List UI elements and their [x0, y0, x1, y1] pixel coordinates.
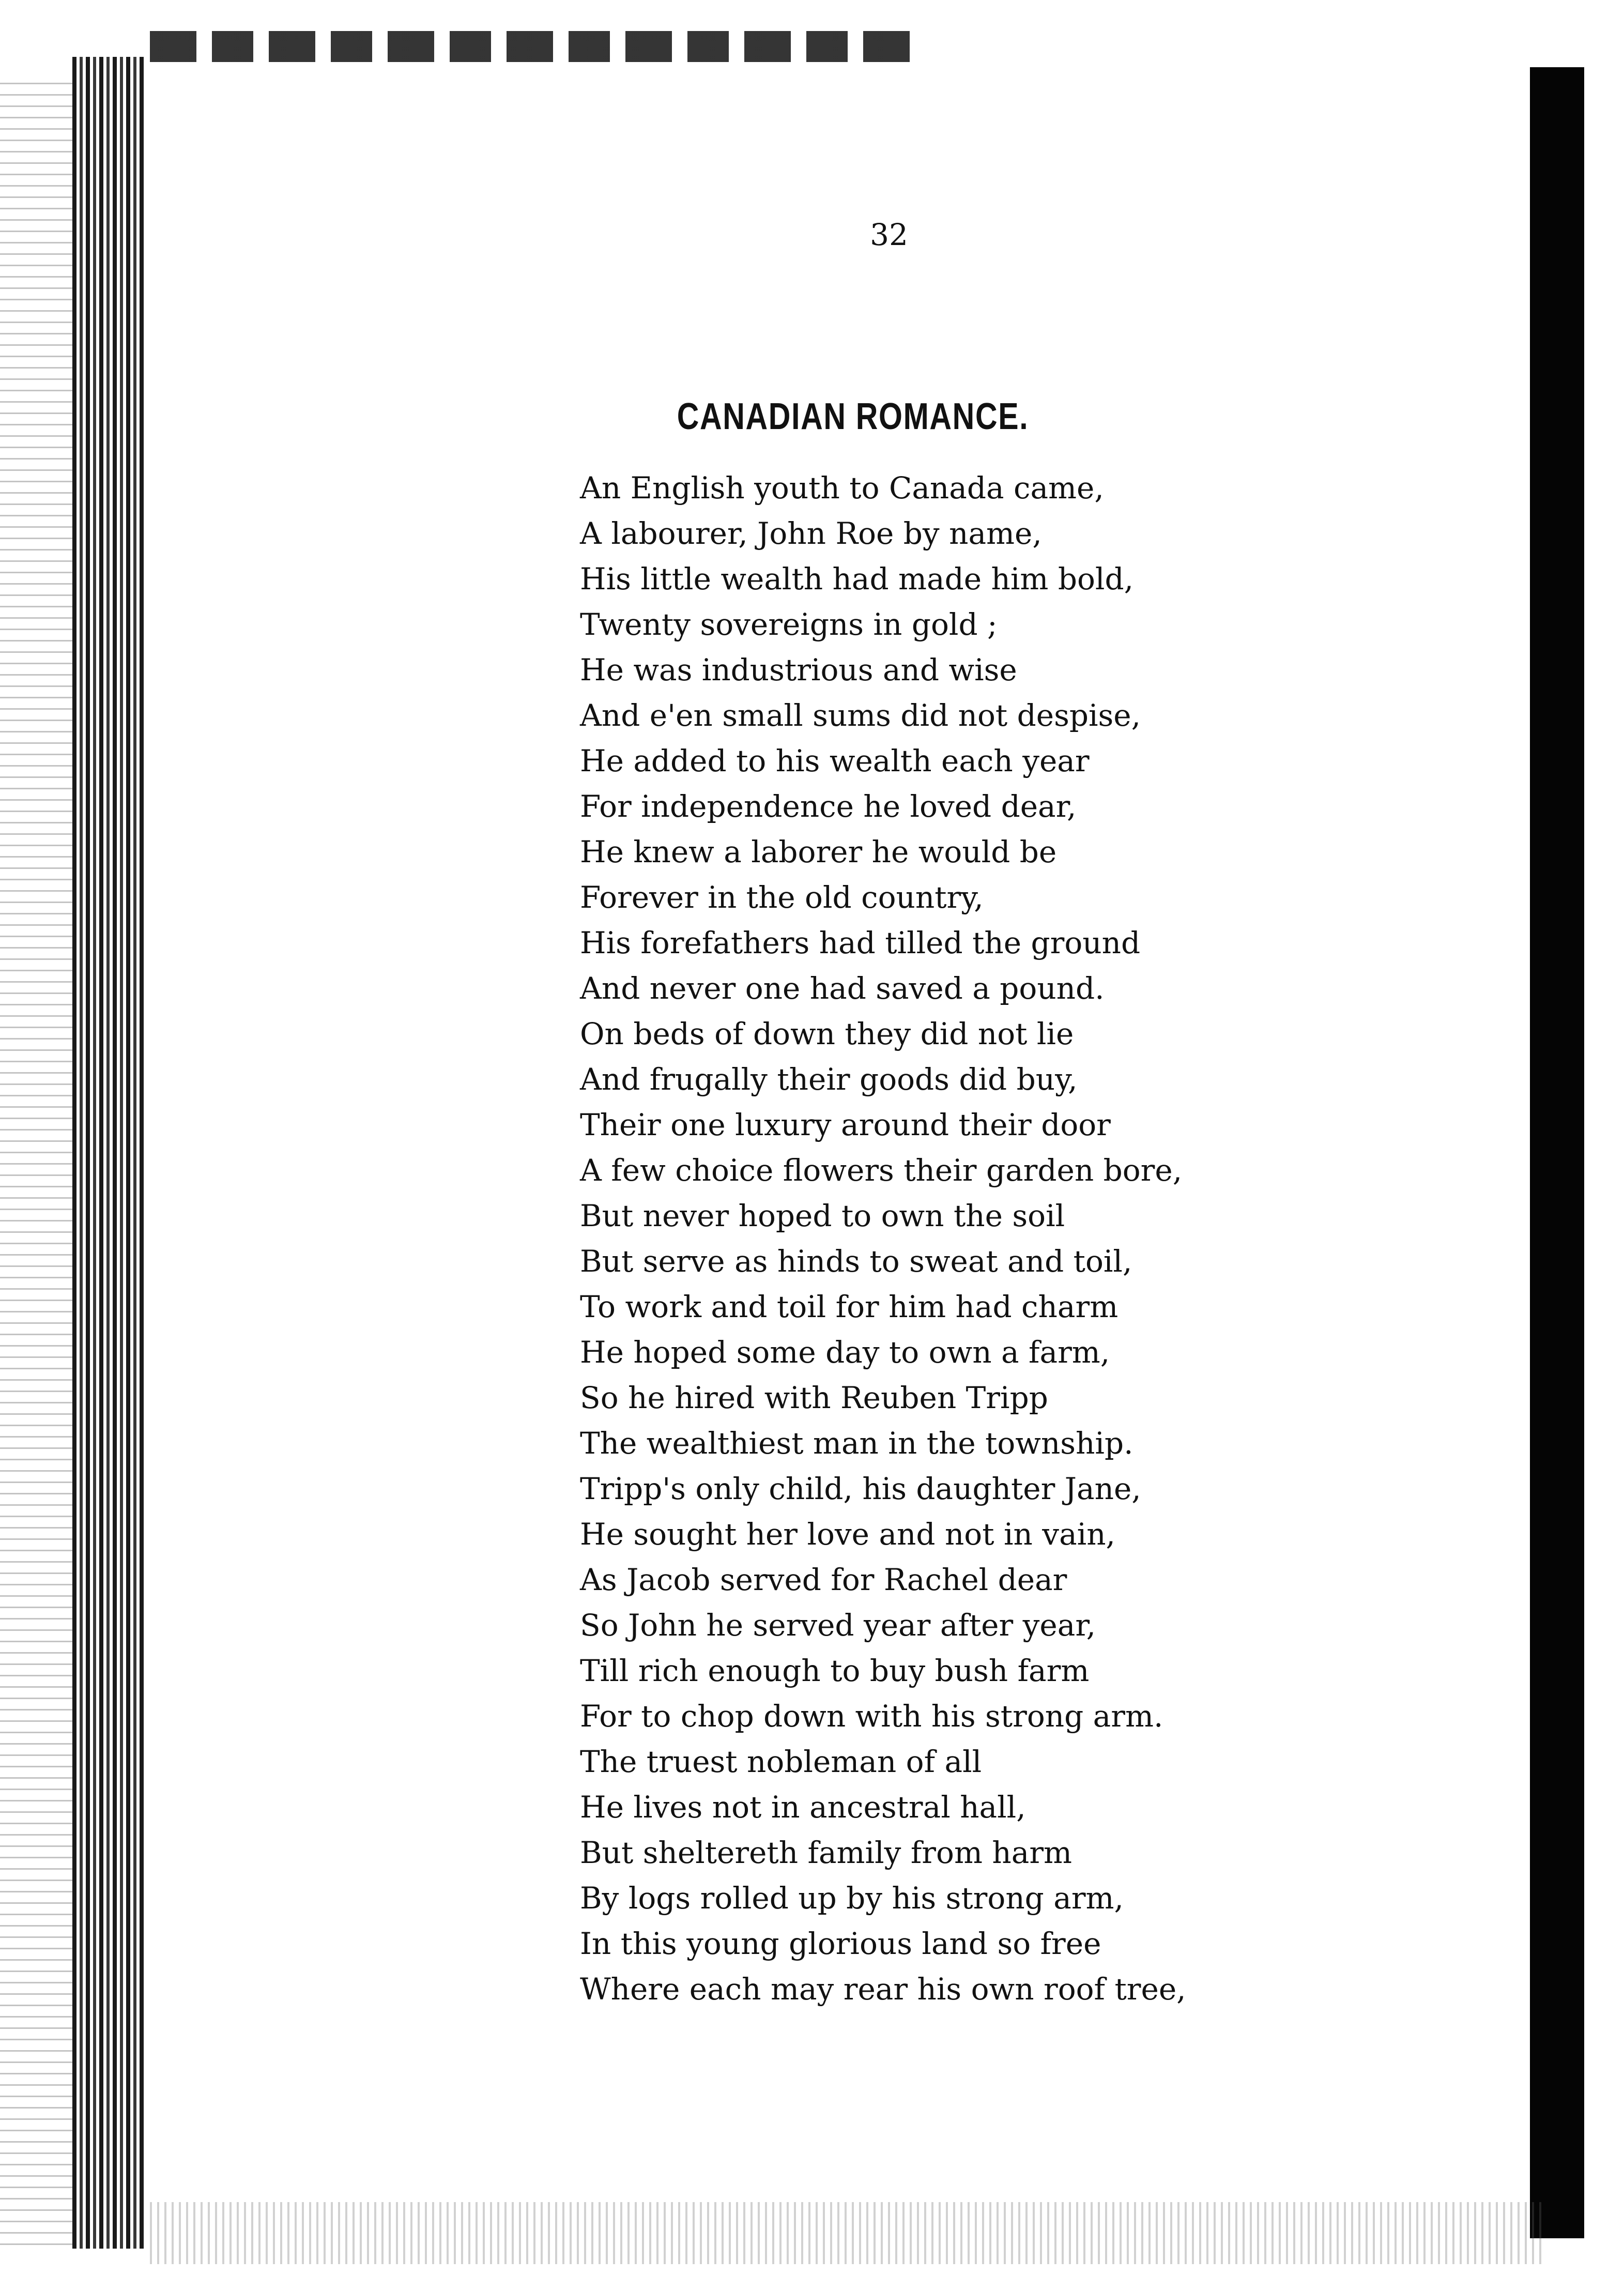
scan-artifact-bottom-noise — [150, 2202, 1545, 2264]
poem-line: The wealthiest man in the township. — [580, 1426, 1133, 1461]
poem-line: In this young glorious land so free — [580, 1926, 1101, 1961]
poem-line: And e'en small sums did not despise, — [580, 698, 1141, 733]
poem-line: A labourer, John Roe by name, — [580, 516, 1042, 551]
scan-artifact-left-noise — [0, 83, 72, 2254]
poem-line: And frugally their goods did buy, — [580, 1062, 1078, 1097]
poem-line: He lives not in ancestral hall, — [580, 1790, 1026, 1825]
poem-line: Their one luxury around their door — [580, 1107, 1111, 1142]
poem-line: So John he served year after year, — [580, 1608, 1096, 1643]
poem-title: CANADIAN ROMANCE. — [677, 396, 1029, 437]
poem-line: But sheltereth family from harm — [580, 1835, 1073, 1870]
poem-line: Till rich enough to buy bush farm — [580, 1653, 1090, 1688]
scan-artifact-top-rule — [150, 31, 925, 62]
poem-line: But never hoped to own the soil — [580, 1198, 1065, 1233]
scan-artifact-right-bar — [1530, 67, 1584, 2238]
poem-line: So he hired with Reuben Tripp — [580, 1380, 1048, 1415]
poem-line: For independence he loved dear, — [580, 789, 1077, 824]
poem-line: On beds of down they did not lie — [580, 1016, 1074, 1051]
poem-line: The truest nobleman of all — [580, 1744, 982, 1779]
poem-line: Forever in the old country, — [580, 880, 984, 915]
page-number: 32 — [870, 217, 908, 252]
poem-line: But serve as hinds to sweat and toil, — [580, 1244, 1132, 1279]
poem-line: And never one had saved a pound. — [580, 971, 1105, 1006]
poem-line: Where each may rear his own roof tree, — [580, 1972, 1186, 2007]
poem-line: An English youth to Canada came, — [580, 470, 1104, 506]
poem-line: As Jacob served for Rachel dear — [580, 1562, 1067, 1597]
poem-line: He added to his wealth each year — [580, 743, 1090, 778]
poem-line: Twenty sovereigns in gold ; — [580, 607, 998, 642]
poem-line: For to chop down with his strong arm. — [580, 1699, 1163, 1734]
poem-body — [580, 465, 1459, 2012]
poem-line: By logs rolled up by his strong arm, — [580, 1881, 1124, 1916]
poem-line: He hoped some day to own a farm, — [580, 1335, 1110, 1370]
poem-line: He knew a laborer he would be — [580, 834, 1057, 869]
scan-artifact-book-spine — [72, 57, 145, 2249]
poem-line: A few choice flowers their garden bore, — [580, 1153, 1183, 1188]
poem-line: His little wealth had made him bold, — [580, 561, 1134, 597]
poem-line: Tripp's only child, his daughter Jane, — [580, 1471, 1141, 1506]
poem-line: He sought her love and not in vain, — [580, 1517, 1115, 1552]
poem-line: To work and toil for him had charm — [580, 1289, 1119, 1324]
poem-line: His forefathers had tilled the ground — [580, 925, 1141, 960]
poem-line: He was industrious and wise — [580, 652, 1017, 688]
